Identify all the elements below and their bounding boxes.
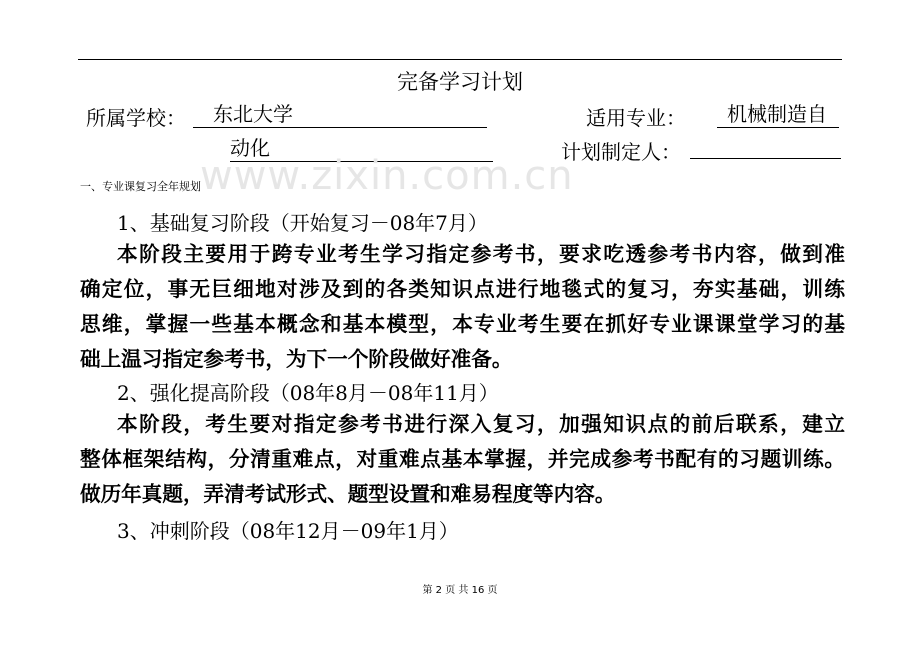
major-value-line2: 动化 [230, 136, 270, 160]
stage-1-line-2: 确定位，事无巨细地对涉及到的各类知识点进行地毯式的复习，夯实基础，训练 [80, 277, 845, 301]
stage-2-paragraph [80, 407, 845, 512]
stage-1-paragraph [80, 237, 845, 377]
stage-2-heading: 2、强化提高阶段（08年8月－08年11月） [117, 381, 499, 405]
school-label: 所属学校： [86, 106, 186, 130]
stage-2-line-1: 本阶段，考生要对指定参考书进行深入复习，加强知识点的前后联系，建立 [117, 412, 845, 436]
section-title: 一、专业课复习全年规划 [80, 180, 201, 193]
stage-3-heading: 3、冲刺阶段（08年12月－09年1月） [117, 519, 459, 543]
school-value: 东北大学 [213, 102, 293, 126]
document-title: 完备学习计划 [397, 70, 523, 94]
stage-1-heading: 1、基础复习阶段（开始复习－08年7月） [117, 211, 488, 235]
top-rule [78, 59, 842, 60]
stage-1-line-4: 础上温习指定参考书，为下一个阶段做好准备。 [80, 347, 513, 371]
school-field [193, 101, 487, 128]
planner-label: 计划制定人： [561, 140, 681, 164]
major-value-line1: 机械制造自 [727, 102, 827, 126]
stage-1-line-3: 思维，掌握一些基本概念和基本模型，本专业考生要在抓好专业课课堂学习的基 [80, 312, 845, 336]
stage-2-line-3: 做历年真题，弄清考试形式、题型设置和难易程度等内容。 [80, 482, 616, 506]
page-footer: 第 2 页 共 16 页 [422, 585, 498, 596]
stage-2-line-2: 整体框架结构，分清重难点，对重难点基本掌握，并完成参考书配有的习题训练。 [80, 447, 845, 471]
major-label: 适用专业： [586, 106, 686, 130]
watermark-text: www.zixin.com.cn [200, 153, 574, 199]
stage-1-line-1: 本阶段主要用于跨专业考生学习指定参考书，要求吃透参考书内容，做到准 [117, 242, 845, 266]
planner-field [690, 158, 841, 159]
major-field [717, 101, 839, 128]
